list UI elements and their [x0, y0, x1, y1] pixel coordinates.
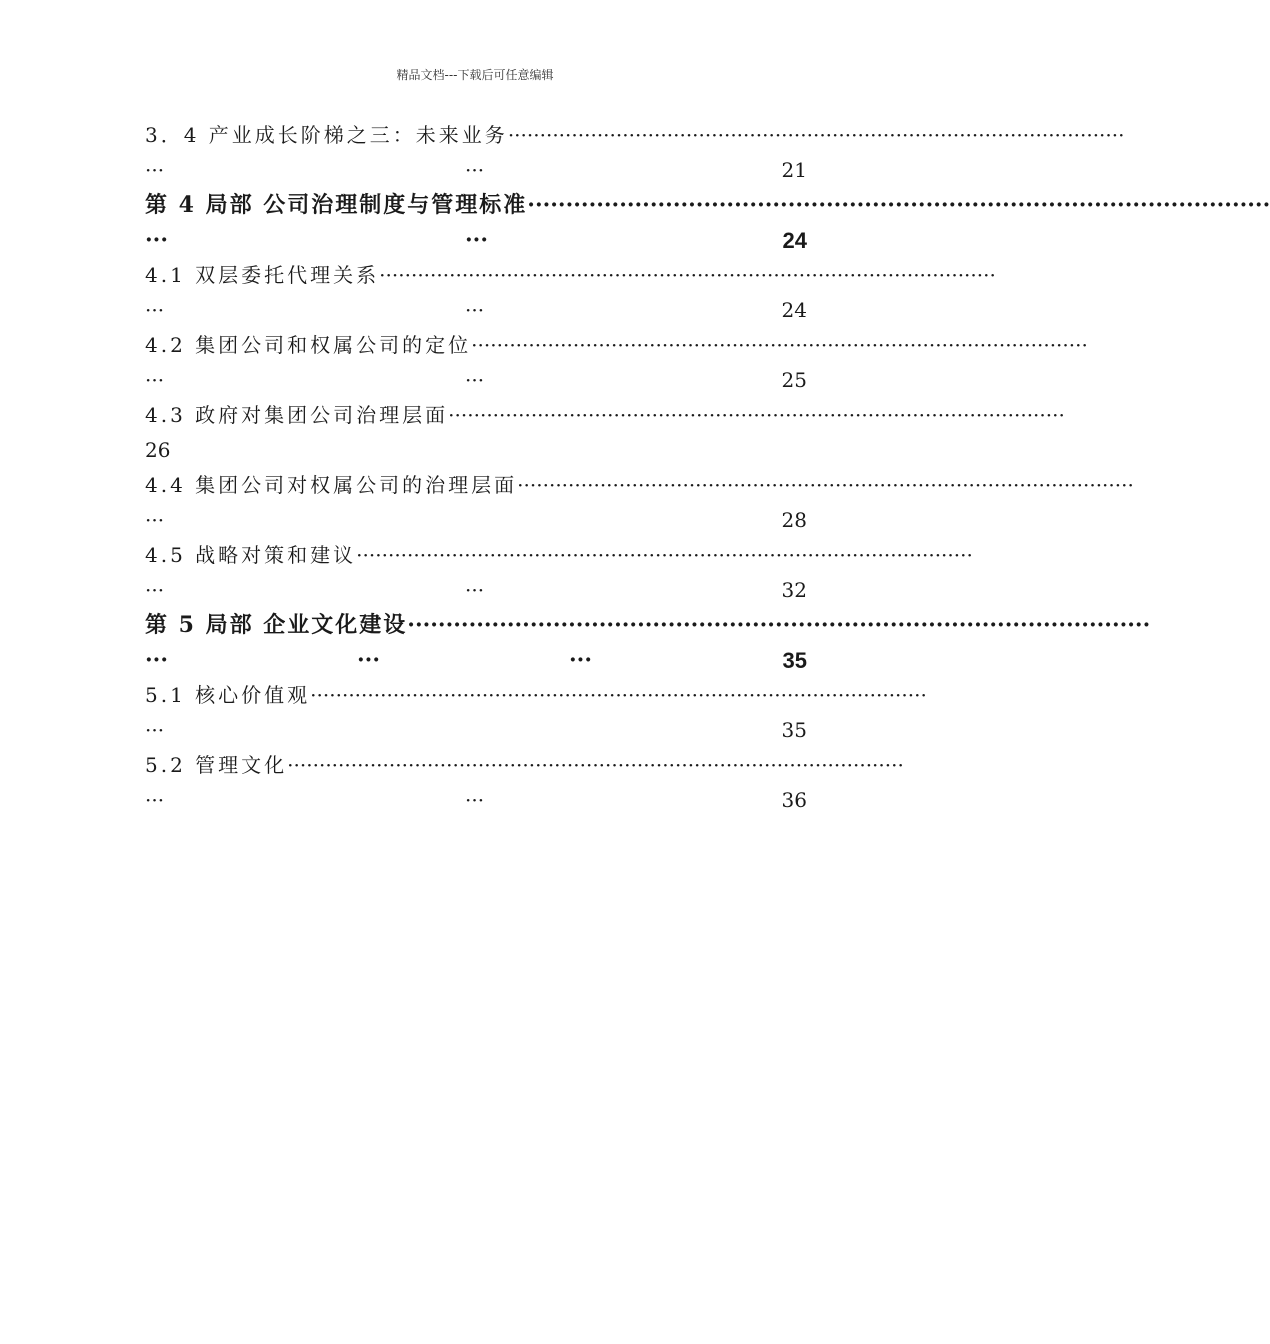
toc-ellipsis: ···	[145, 508, 165, 532]
toc-page-number: 26	[145, 438, 171, 462]
table-of-contents	[145, 118, 1270, 818]
toc-entry-title: 4.2 集团公司和权属公司的定位	[145, 333, 472, 357]
toc-entry-part-4[interactable]	[145, 188, 1270, 258]
toc-entry-title: 5.2 管理文化	[145, 753, 288, 777]
toc-ellipsis: ···	[145, 158, 165, 182]
toc-entry-4-5[interactable]	[145, 538, 973, 608]
toc-ellipsis: ···	[465, 227, 488, 253]
toc-page-number: 25	[781, 368, 807, 392]
toc-leader-dots: ·································································································	[471, 333, 1088, 357]
toc-ellipsis: ···	[145, 298, 165, 322]
toc-page-number: 35	[781, 718, 807, 742]
toc-page-number: 36	[781, 788, 807, 812]
toc-ellipsis: ···	[465, 368, 485, 392]
toc-entry-4-3[interactable]	[145, 398, 1065, 468]
toc-ellipsis: ···	[145, 227, 168, 253]
toc-leader-dots: ·································································································	[527, 192, 1270, 218]
toc-ellipsis: ···	[145, 368, 165, 392]
toc-ellipsis: ···	[465, 788, 485, 812]
toc-ellipsis: ···	[145, 578, 165, 602]
toc-leader-dots: ·································································································	[310, 683, 927, 707]
toc-entry-title: 第 4 局部 公司治理制度与管理标准	[145, 192, 528, 218]
toc-entry-4-2[interactable]	[145, 328, 1088, 398]
toc-leader-dots: ·································································································	[407, 612, 1151, 638]
toc-leader-dots: ·································································································	[379, 263, 996, 287]
toc-entry-title: 4.1 双层委托代理关系	[145, 263, 380, 287]
toc-ellipsis: ···	[465, 158, 485, 182]
toc-leader-dots: ·································································································	[287, 753, 904, 777]
toc-entry-title: 4.4 集团公司对权属公司的治理层面	[145, 473, 518, 497]
toc-page-number: 32	[781, 578, 807, 602]
toc-page-number: 28	[781, 508, 807, 532]
toc-leader-dots: ·································································································	[517, 473, 1134, 497]
toc-leader-dots: ·································································································	[448, 403, 1065, 427]
toc-ellipsis: ···	[145, 788, 165, 812]
toc-entry-part-5[interactable]	[145, 608, 1151, 678]
toc-entry-4-4[interactable]	[145, 468, 1134, 538]
toc-entry-title: 3．4 产业成长阶梯之三：未来业务	[145, 123, 508, 147]
toc-ellipsis: ···	[145, 718, 165, 742]
toc-ellipsis: ···	[465, 578, 485, 602]
toc-entry-4-1[interactable]	[145, 258, 996, 328]
toc-entry-title: 5.1 核心价值观	[145, 683, 311, 707]
toc-leader-dots: ·································································································	[356, 543, 973, 567]
toc-entry-3-4[interactable]	[145, 118, 1125, 188]
toc-entry-5-2[interactable]	[145, 748, 904, 818]
toc-ellipsis: ···	[465, 298, 485, 322]
toc-page-number: 24	[782, 228, 807, 253]
toc-ellipsis: ···	[145, 647, 168, 673]
page-header: 精品文档---下载后可任意编辑	[396, 68, 554, 82]
toc-page-number: 35	[782, 648, 807, 673]
toc-entry-5-1[interactable]	[145, 678, 927, 748]
toc-page-number: 24	[781, 298, 807, 322]
toc-ellipsis: ···	[569, 647, 592, 673]
toc-entry-title: 4.3 政府对集团公司治理层面	[145, 403, 449, 427]
toc-page-number: 21	[781, 158, 807, 182]
toc-entry-title: 4.5 战略对策和建议	[145, 543, 357, 567]
toc-ellipsis: ···	[357, 647, 380, 673]
toc-leader-dots: ·································································································	[507, 123, 1125, 147]
toc-entry-title: 第 5 局部 企业文化建设	[145, 612, 408, 638]
